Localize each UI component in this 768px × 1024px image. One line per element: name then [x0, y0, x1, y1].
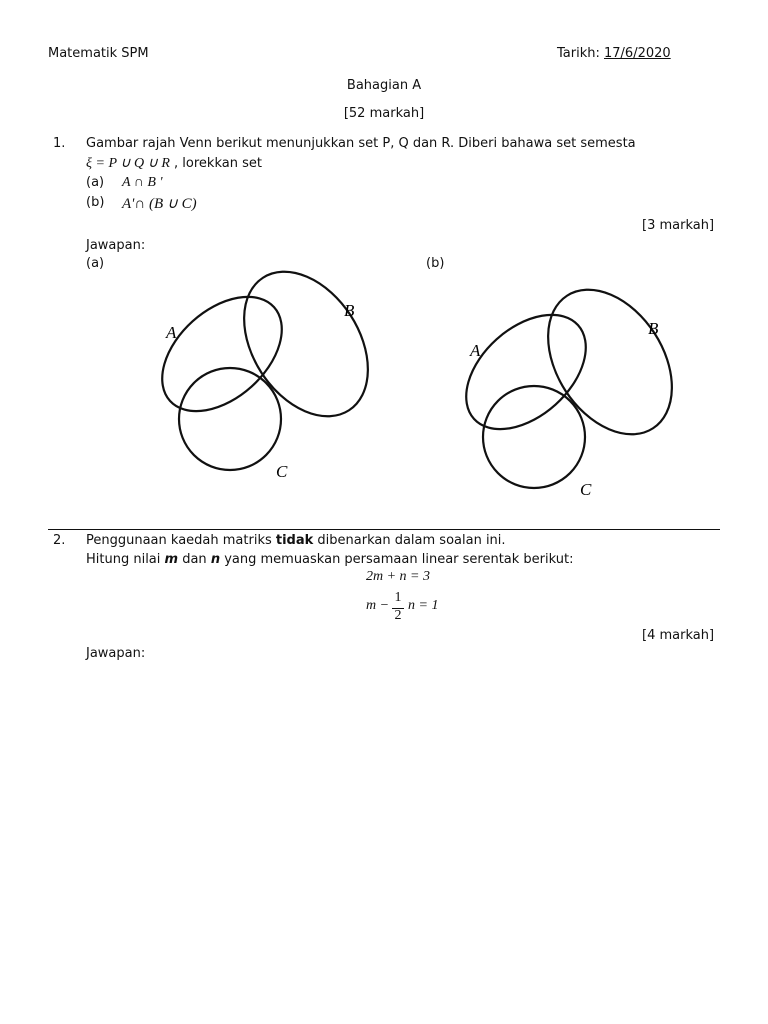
venn-a-label-b: B	[344, 301, 355, 320]
section-marks: [52 markah]	[343, 106, 425, 121]
q2-eq2-numerator: 1	[394, 590, 402, 605]
q1-part-a-label: (a)	[86, 175, 105, 190]
q2-question-post: yang memuaskan persamaan linear serentak berikut:	[220, 552, 574, 567]
q2-instruction-bold: tidak	[275, 533, 314, 548]
diagram-b-label: (b)	[426, 256, 445, 271]
date-value: 17/6/2020	[604, 46, 671, 61]
venn-b-label-a: A	[470, 341, 481, 360]
section-title: Bahagian A	[346, 78, 422, 93]
q1-part-a-expr: A ∩ B '	[122, 175, 163, 190]
q1-answer-label: Jawapan:	[86, 238, 146, 253]
date-label: Tarikh:	[557, 46, 600, 61]
q1-text: Gambar rajah Venn berikut menunjukkan set P, Q dan R. Diberi bahawa set semesta	[86, 136, 636, 151]
diagram-a-label: (a)	[86, 256, 105, 271]
q2-answer-label: Jawapan:	[86, 646, 146, 661]
q2-number: 2.	[53, 533, 66, 548]
q1-part-b-label: (b)	[86, 195, 105, 210]
q2-marks: [4 markah]	[642, 628, 715, 643]
q1-universal-expr: ξ = P ∪ Q ∪ R	[86, 156, 170, 171]
venn-a-set-c	[179, 368, 281, 470]
q1-marks: [3 markah]	[642, 218, 715, 233]
q1-universal-suffix: , lorekkan set	[174, 156, 262, 171]
q2-instruction-pre: Penggunaan kaedah matriks	[86, 533, 276, 548]
q2-question-pre: Hitung nilai	[86, 552, 165, 567]
q2-equation-1: 2m + n = 3	[365, 569, 430, 584]
q2-var-n: n	[210, 552, 221, 567]
q2-eq2-lhs: m −	[366, 598, 390, 613]
q1-universal-line	[86, 155, 262, 172]
venn-b-label-b: B	[648, 319, 659, 338]
date-line	[557, 46, 671, 61]
q2-var-m: m	[164, 552, 179, 567]
q1-part-b-expr: A'∩ (B ∪ C)	[122, 196, 197, 212]
venn-diagram-b[interactable]	[454, 276, 690, 512]
venn-b-set-c	[483, 386, 585, 488]
venn-diagram-a[interactable]	[150, 258, 386, 494]
q2-eq2-rhs: n = 1	[408, 598, 439, 613]
venn-b-label-c: C	[580, 480, 592, 499]
q2-instruction-post: dibenarkan dalam soalan ini.	[313, 533, 506, 548]
question-divider	[48, 529, 720, 530]
venn-a-set-b	[219, 258, 386, 439]
venn-a-label-a: A	[166, 323, 177, 342]
q1-number: 1.	[53, 136, 66, 151]
venn-b-set-b	[523, 276, 690, 457]
venn-a-label-c: C	[276, 462, 288, 481]
subject-title: Matematik SPM	[48, 46, 149, 61]
q2-eq2-denominator: 2	[394, 608, 402, 623]
q2-question	[86, 552, 573, 567]
q2-instruction	[86, 533, 506, 548]
q2-question-mid: dan	[178, 552, 211, 567]
